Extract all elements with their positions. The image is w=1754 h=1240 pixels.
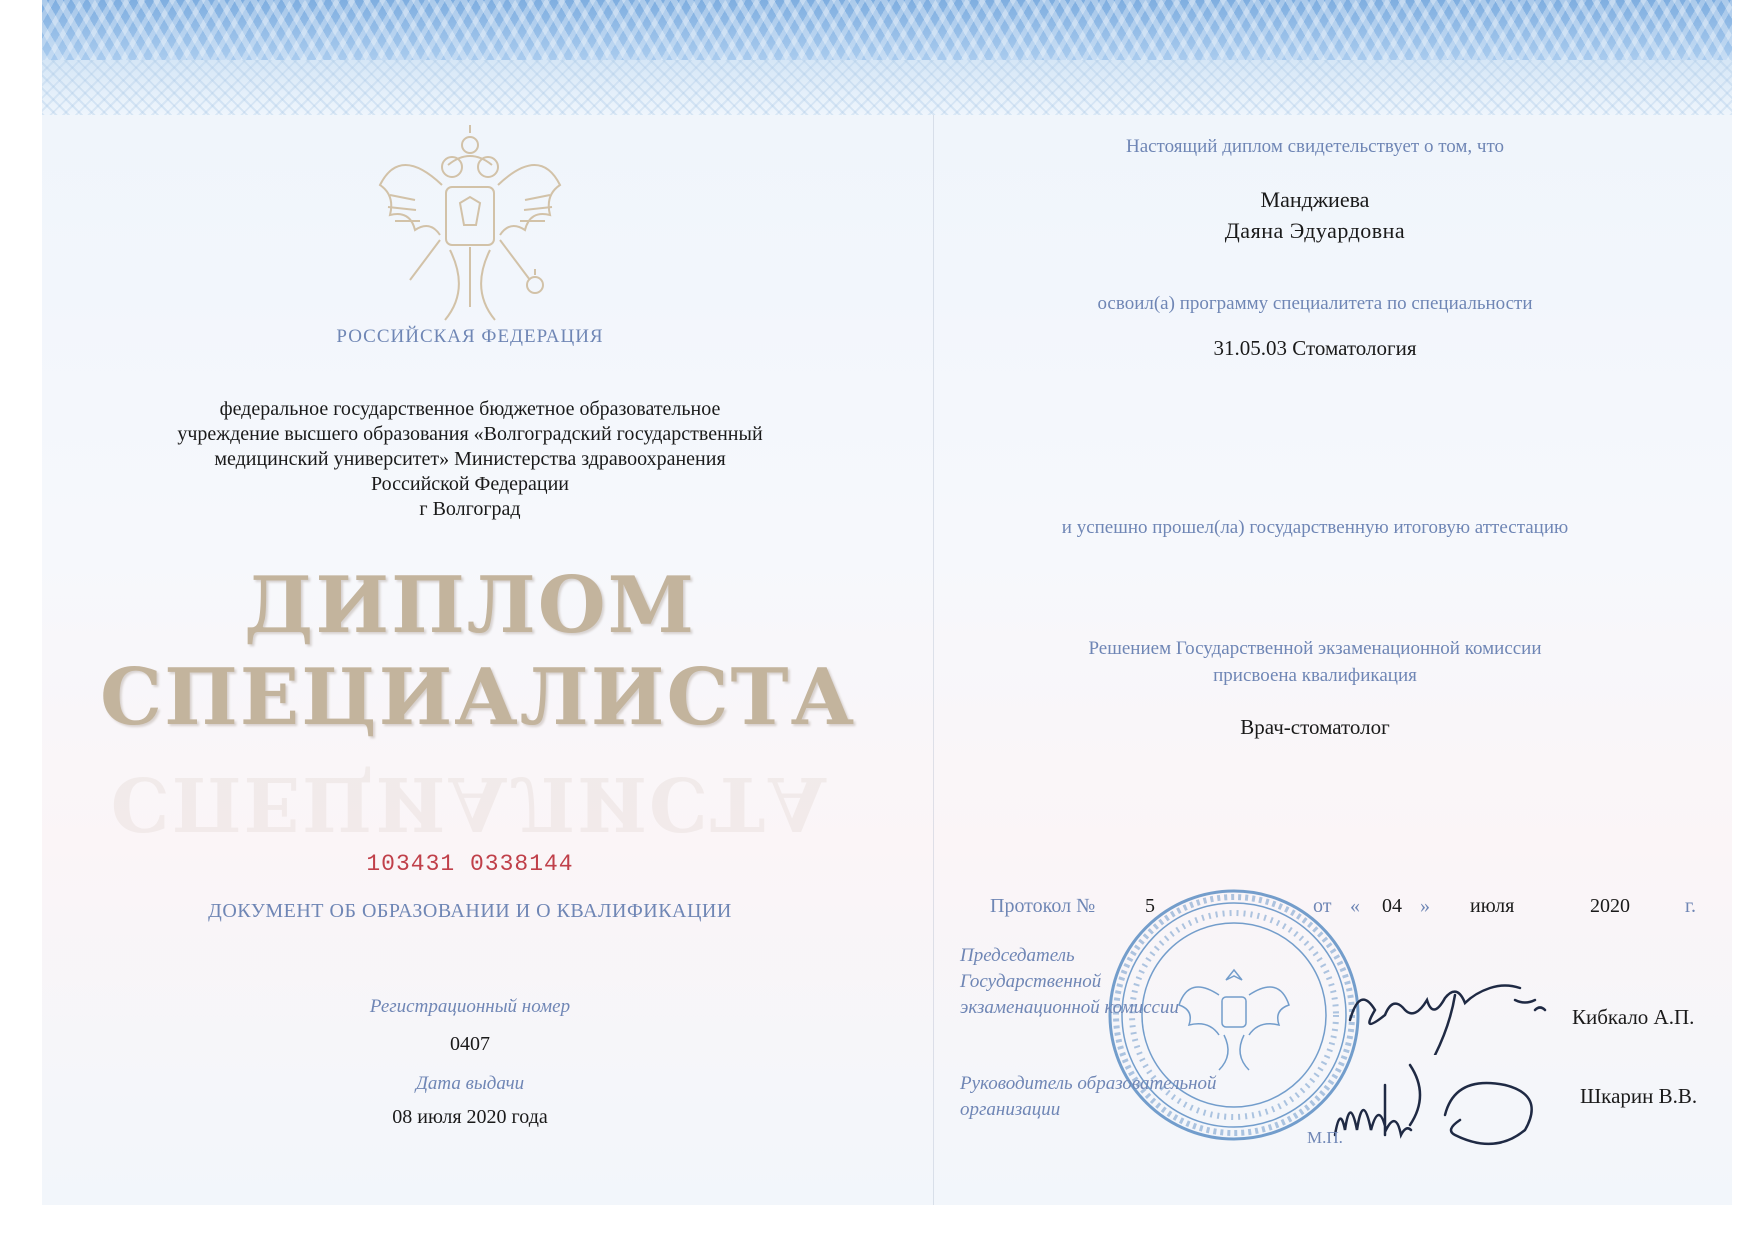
specialty: 31.05.03 Стоматология — [1213, 336, 1417, 360]
protocol-year-suffix: г. — [1685, 895, 1696, 917]
issue-date-label: Дата выдачи — [415, 1073, 525, 1094]
diploma-serial-number: 103431 0338144 — [366, 851, 574, 877]
qualification: Врач-стоматолог — [1240, 715, 1390, 739]
institution-line: Российской Федерации — [370, 473, 570, 495]
issue-date: 08 июля 2020 года — [392, 1106, 548, 1128]
attestation-statement: и успешно прошел(ла) государственную итоговую аттестацию — [1061, 517, 1569, 538]
top-guilloche-band — [42, 0, 1732, 60]
certifies-text: Настоящий диплом свидетельствует о том, что — [1125, 136, 1505, 157]
country-name: РОССИЙСКАЯ ФЕДЕРАЦИЯ — [336, 326, 604, 347]
institution-city: г Волгоград — [419, 498, 521, 520]
graduate-given-names: Даяна Эдуардовна — [1224, 218, 1406, 243]
graduate-surname: Манджиева — [1260, 187, 1370, 212]
protocol-number: 5 — [1145, 895, 1155, 917]
protocol-from: от — [1313, 895, 1332, 917]
program-statement: освоил(а) программу специалитета по специальности — [1097, 293, 1533, 314]
protocol-month: июля — [1470, 895, 1515, 917]
institution-line: федеральное государственное бюджетное образовательное — [219, 398, 721, 420]
quote-close: » — [1420, 895, 1430, 917]
commission-decision — [960, 635, 1670, 689]
registration-number: 0407 — [450, 1033, 490, 1055]
title-bleed-through: СПЕЦИАЛИСТА — [110, 760, 830, 846]
state-emblem-icon — [370, 125, 570, 325]
chair-signature — [1335, 965, 1565, 1055]
chair-label-line: Председатель — [960, 945, 1075, 966]
protocol-year: 2020 — [1590, 895, 1630, 917]
head-label-line: Руководитель образовательной — [960, 1073, 1217, 1094]
seal-place-label: М.П. — [1307, 1128, 1343, 1147]
chair-label-line: Государственной — [960, 971, 1102, 992]
institution-line: медицинский университет» Министерства здравоохранения — [214, 448, 726, 470]
chair-label — [960, 943, 1220, 1021]
institution-name — [140, 397, 800, 522]
page-fold — [933, 115, 934, 1205]
head-name: Шкарин В.В. — [1580, 1084, 1698, 1108]
document-type: ДОКУМЕНТ ОБ ОБРАЗОВАНИИ И О КВАЛИФИКАЦИИ — [208, 900, 732, 922]
decision-line: Решением Государственной экзаменационной комиссии — [1088, 638, 1542, 659]
protocol-label: Протокол № — [990, 895, 1096, 917]
chair-label-line: экзаменационной комиссии — [960, 997, 1179, 1018]
head-label — [960, 1071, 1290, 1123]
head-signature — [1315, 1055, 1565, 1150]
decision-line: присвоена квалификация — [1213, 665, 1417, 686]
chair-name: Кибкало А.П. — [1572, 1005, 1695, 1029]
registration-number-label: Регистрационный номер — [369, 996, 571, 1017]
diploma-title-line1: ДИПЛОМ — [244, 560, 696, 651]
diploma-title-line2: СПЕЦИАЛИСТА — [100, 652, 857, 743]
head-label-line: организации — [960, 1099, 1061, 1120]
institution-line: учреждение высшего образования «Волгоградский государственный — [177, 423, 763, 445]
quote-open: « — [1350, 895, 1360, 917]
protocol-day: 04 — [1382, 895, 1402, 917]
top-pattern-band — [42, 60, 1732, 115]
